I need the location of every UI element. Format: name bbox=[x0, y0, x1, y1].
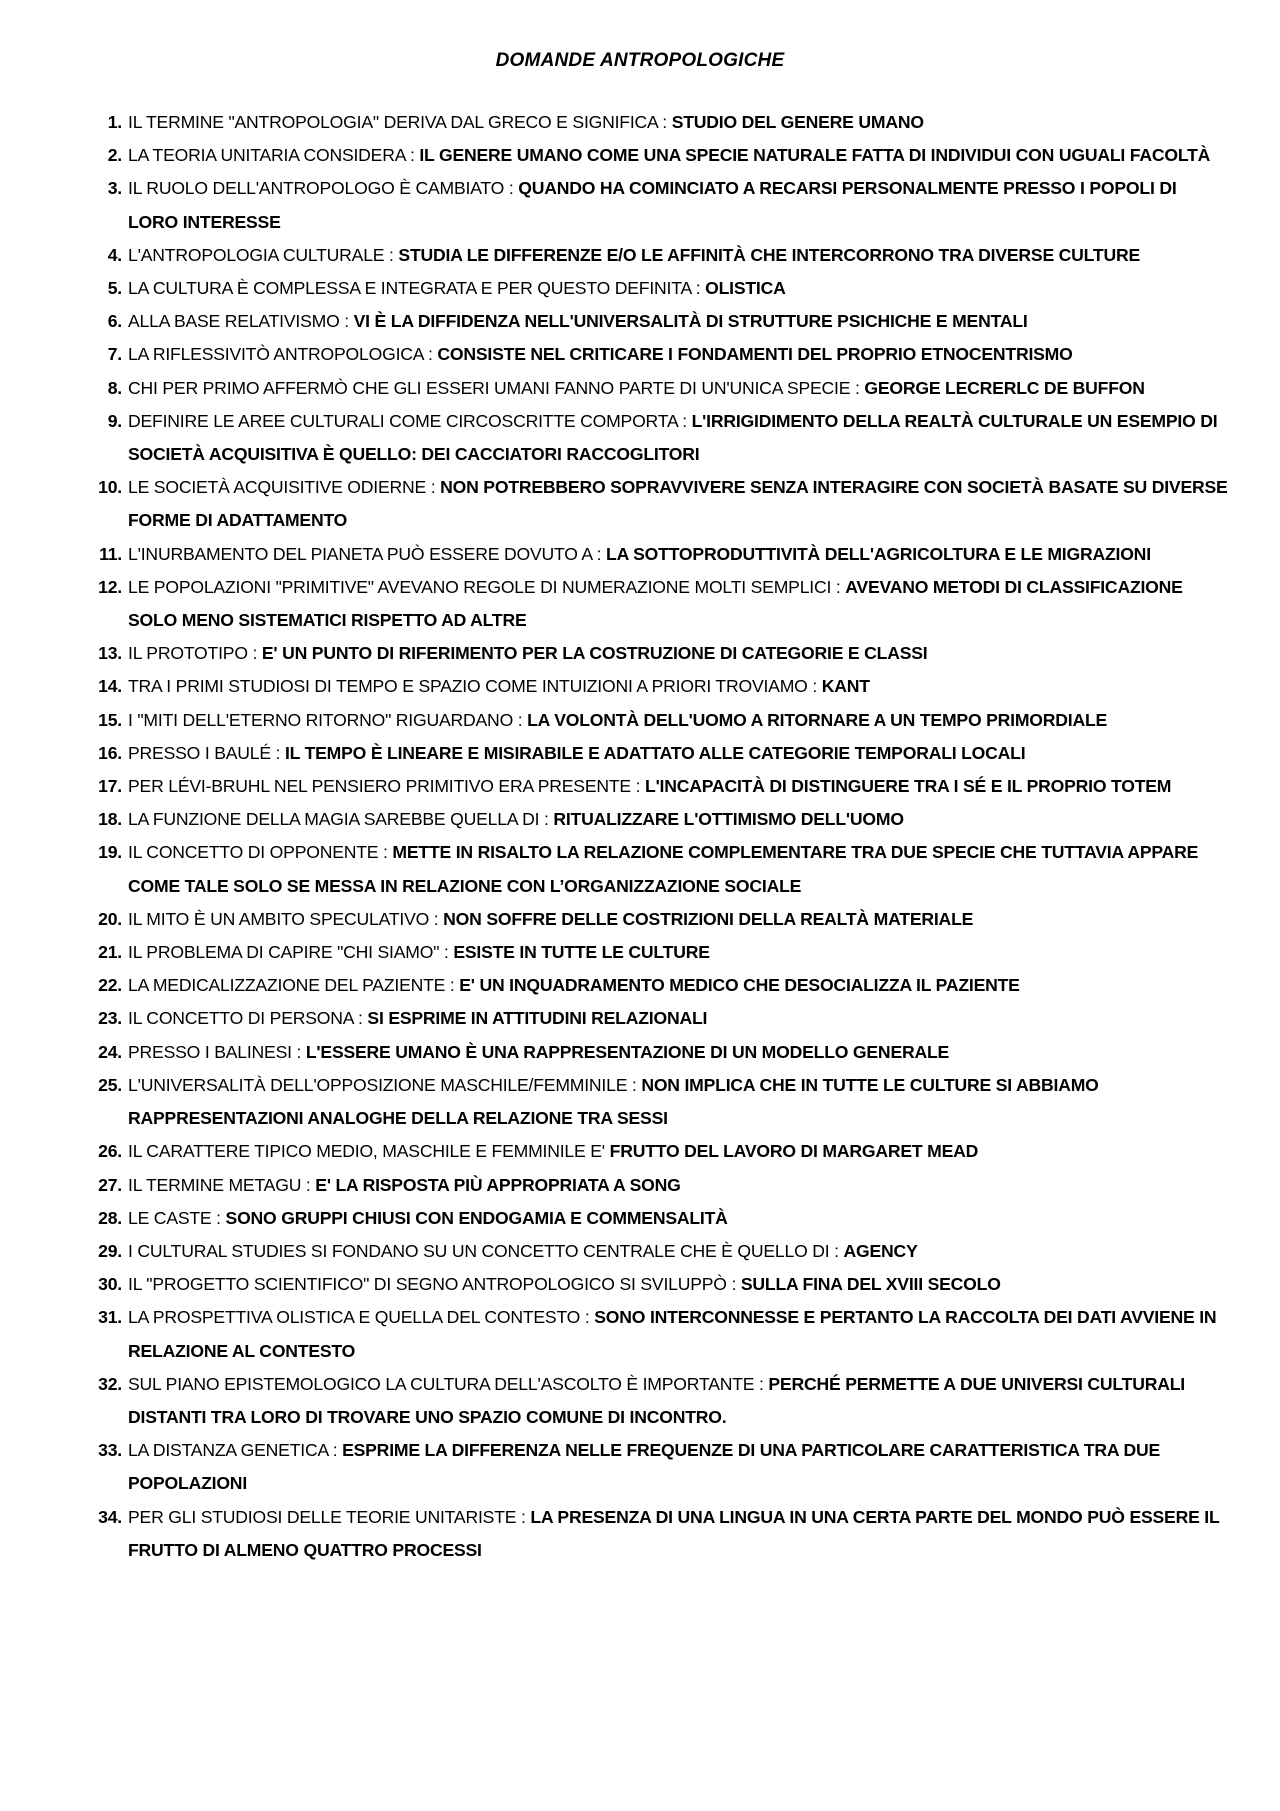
question-text: LE SOCIETÀ ACQUISITIVE ODIERNE : bbox=[128, 477, 441, 498]
answer-text: STUDIA LE DIFFERENZE E/O LE AFFINITÀ CHE INTERCORRONO TRA DIVERSE CULTURE bbox=[398, 244, 1141, 265]
question-text: LA RIFLESSIVITÒ ANTROPOLOGICA : bbox=[128, 344, 438, 365]
question-text: LA FUNZIONE DELLA MAGIA SAREBBE QUELLA DI : bbox=[128, 809, 554, 830]
list-item bbox=[78, 1202, 1228, 1235]
list-item bbox=[78, 1002, 1228, 1035]
list-item bbox=[78, 1301, 1228, 1367]
item-number: 31. bbox=[98, 1307, 122, 1328]
item-number: 4. bbox=[107, 244, 122, 265]
item-number: 20. bbox=[98, 908, 122, 929]
answer-text: LA SOTTOPRODUTTIVITÀ DELL'AGRICOLTURA E LE MIGRAZIONI bbox=[606, 543, 1151, 564]
answer-text: CONSISTE NEL CRITICARE I FONDAMENTI DEL PROPRIO ETNOCENTRISMO bbox=[437, 344, 1073, 365]
item-number: 2. bbox=[107, 145, 122, 166]
list-item bbox=[78, 538, 1228, 571]
question-text: LA PROSPETTIVA OLISTICA E QUELLA DEL CONTESTO : bbox=[128, 1307, 595, 1328]
answer-text: SONO GRUPPI CHIUSI CON ENDOGAMIA E COMMENSALITÀ bbox=[225, 1207, 728, 1228]
question-text: PER LÉVI-BRUHL NEL PENSIERO PRIMITIVO ERA PRESENTE : bbox=[128, 776, 646, 797]
list-item bbox=[78, 1235, 1228, 1268]
question-text: TRA I PRIMI STUDIOSI DI TEMPO E SPAZIO COME INTUIZIONI A PRIORI TROVIAMO : bbox=[128, 676, 822, 697]
answer-text: NON SOFFRE DELLE COSTRIZIONI DELLA REALTÀ MATERIALE bbox=[443, 908, 974, 929]
question-text: PER GLI STUDIOSI DELLE TEORIE UNITARISTE : bbox=[128, 1506, 531, 1527]
answer-text: GEORGE LECRERLC DE BUFFON bbox=[864, 377, 1145, 398]
item-number: 30. bbox=[98, 1274, 122, 1295]
item-number: 16. bbox=[98, 742, 122, 763]
question-text: I CULTURAL STUDIES SI FONDANO SU UN CONCETTO CENTRALE CHE È QUELLO DI : bbox=[128, 1240, 844, 1261]
question-text: ALLA BASE RELATIVISMO : bbox=[128, 311, 354, 332]
list-item bbox=[78, 1169, 1228, 1202]
item-number: 25. bbox=[98, 1074, 122, 1095]
item-number: 17. bbox=[98, 776, 122, 797]
question-text: L'INURBAMENTO DEL PIANETA PUÒ ESSERE DOVUTO A : bbox=[128, 543, 607, 564]
question-text: IL CONCETTO DI PERSONA : bbox=[128, 1008, 368, 1029]
item-number: 26. bbox=[98, 1141, 122, 1162]
question-text: PRESSO I BAULÉ : bbox=[128, 742, 285, 763]
item-number: 6. bbox=[107, 311, 122, 332]
answer-text: LA VOLONTÀ DELL'UOMO A RITORNARE A UN TEMPO PRIMORDIALE bbox=[527, 709, 1108, 730]
question-text: SUL PIANO EPISTEMOLOGICO LA CULTURA DELL'ASCOLTO È IMPORTANTE : bbox=[128, 1373, 769, 1394]
question-text: CHI PER PRIMO AFFERMÒ CHE GLI ESSERI UMANI FANNO PARTE DI UN'UNICA SPECIE : bbox=[128, 377, 865, 398]
question-text: IL TERMINE METAGU : bbox=[128, 1174, 316, 1195]
question-text: DEFINIRE LE AREE CULTURALI COME CIRCOSCRITTE COMPORTA : bbox=[128, 410, 692, 431]
question-list bbox=[78, 106, 1228, 1567]
list-item bbox=[78, 471, 1228, 537]
list-item bbox=[78, 1368, 1228, 1434]
answer-text: L'ESSERE UMANO È UNA RAPPRESENTAZIONE DI UN MODELLO GENERALE bbox=[305, 1041, 950, 1062]
list-item bbox=[78, 239, 1228, 272]
answer-text: L'IRRIGIDIMENTO DELLA REALTÀ CULTURALE UN ESEMPIO DI SOCIETÀ ACQUISITIVA È QUELLO: DEI CACCIATORI RACCOGLITORI bbox=[128, 410, 1218, 465]
list-item bbox=[78, 670, 1228, 703]
item-number: 14. bbox=[98, 676, 122, 697]
question-text: LE CASTE : bbox=[128, 1207, 226, 1228]
question-text: IL "PROGETTO SCIENTIFICO" DI SEGNO ANTROPOLOGICO SI SVILUPPÒ : bbox=[128, 1274, 741, 1295]
list-item bbox=[78, 637, 1228, 670]
answer-text: E' LA RISPOSTA PIÙ APPROPRIATA A SONG bbox=[315, 1174, 681, 1195]
item-number: 8. bbox=[107, 377, 122, 398]
answer-text: QUANDO HA COMINCIATO A RECARSI PERSONALMENTE PRESSO I POPOLI DI LORO INTERESSE bbox=[128, 178, 1177, 232]
list-item bbox=[78, 571, 1228, 637]
list-item bbox=[78, 1268, 1228, 1301]
answer-text: OLISTICA bbox=[705, 278, 786, 299]
question-text: IL RUOLO DELL'ANTROPOLOGO È CAMBIATO : bbox=[128, 178, 519, 199]
list-item bbox=[78, 803, 1228, 836]
item-number: 28. bbox=[98, 1207, 122, 1228]
item-number: 9. bbox=[107, 410, 122, 431]
item-number: 22. bbox=[98, 975, 122, 996]
question-text: L'UNIVERSALITÀ DELL'OPPOSIZIONE MASCHILE/FEMMINILE : bbox=[128, 1074, 642, 1095]
question-text: IL CONCETTO DI OPPONENTE : bbox=[128, 842, 393, 863]
item-number: 3. bbox=[107, 178, 122, 199]
question-text: IL CARATTERE TIPICO MEDIO, MASCHILE E FEMMINILE E' bbox=[128, 1141, 610, 1162]
list-item bbox=[78, 372, 1228, 405]
question-text: PRESSO I BALINESI : bbox=[128, 1041, 306, 1062]
item-number: 32. bbox=[98, 1373, 122, 1394]
list-item bbox=[78, 737, 1228, 770]
item-number: 33. bbox=[98, 1440, 122, 1461]
list-item bbox=[78, 106, 1228, 139]
item-number: 24. bbox=[98, 1041, 122, 1062]
question-text: IL TERMINE "ANTROPOLOGIA" DERIVA DAL GRECO E SIGNIFICA : bbox=[128, 112, 672, 132]
list-item bbox=[78, 338, 1228, 371]
answer-text: NON IMPLICA CHE IN TUTTE LE CULTURE SI ABBIAMO RAPPRESENTAZIONI ANALOGHE DELLA RELAZIONE TRA SESSI bbox=[128, 1074, 1099, 1129]
answer-text: LA PRESENZA DI UNA LINGUA IN UNA CERTA PARTE DEL MONDO PUÒ ESSERE IL FRUTTO DI ALMENO QUATTRO PROCESSI bbox=[128, 1506, 1220, 1560]
answer-text: PERCHÉ PERMETTE A DUE UNIVERSI CULTURALI DISTANTI TRA LORO DI TROVARE UNO SPAZIO COMUNE DI INCONTRO. bbox=[128, 1373, 1185, 1427]
list-item bbox=[78, 936, 1228, 969]
list-item bbox=[78, 272, 1228, 305]
item-number: 27. bbox=[98, 1174, 122, 1195]
question-text: L'ANTROPOLOGIA CULTURALE : bbox=[128, 244, 399, 265]
question-text: LA TEORIA UNITARIA CONSIDERA : bbox=[128, 145, 420, 166]
answer-text: AGENCY bbox=[843, 1240, 918, 1261]
list-item bbox=[78, 172, 1228, 238]
item-number: 12. bbox=[98, 576, 122, 597]
question-text: LE POPOLAZIONI "PRIMITIVE" AVEVANO REGOLE DI NUMERAZIONE MOLTI SEMPLICI : bbox=[128, 576, 846, 597]
answer-text: IL GENERE UMANO COME UNA SPECIE NATURALE FATTA DI INDIVIDUI CON UGUALI FACOLTÀ bbox=[419, 145, 1211, 166]
list-item bbox=[78, 1036, 1228, 1069]
item-number: 7. bbox=[107, 344, 122, 365]
question-text: IL PROBLEMA DI CAPIRE "CHI SIAMO" : bbox=[128, 942, 454, 963]
list-item bbox=[78, 969, 1228, 1002]
question-text: LA MEDICALIZZAZIONE DEL PAZIENTE : bbox=[128, 975, 460, 996]
answer-text: IL TEMPO È LINEARE E MISIRABILE E ADATTATO ALLE CATEGORIE TEMPORALI LOCALI bbox=[284, 742, 1026, 763]
item-number: 10. bbox=[98, 477, 122, 498]
item-number: 34. bbox=[98, 1506, 122, 1527]
answer-text: VI È LA DIFFIDENZA NELL'UNIVERSALITÀ DI STRUTTURE PSICHICHE E MENTALI bbox=[353, 311, 1028, 332]
answer-text: METTE IN RISALTO LA RELAZIONE COMPLEMENTARE TRA DUE SPECIE CHE TUTTAVIA APPARE COME TALE SOLO SE MESSA IN RELAZIONE CON L’ORGANIZZAZIONE SOCIALE bbox=[128, 842, 1199, 896]
answer-text: E' UN PUNTO DI RIFERIMENTO PER LA COSTRUZIONE DI CATEGORIE E CLASSI bbox=[261, 643, 928, 664]
item-number: 5. bbox=[107, 278, 122, 299]
question-text: I "MITI DELL'ETERNO RITORNO" RIGUARDANO : bbox=[128, 709, 528, 730]
answer-text: KANT bbox=[821, 676, 870, 697]
question-text: IL PROTOTIPO : bbox=[128, 643, 262, 664]
list-item bbox=[78, 1069, 1228, 1135]
answer-text: ESISTE IN TUTTE LE CULTURE bbox=[453, 942, 710, 963]
answer-text: ESPRIME LA DIFFERENZA NELLE FREQUENZE DI UNA PARTICOLARE CARATTERISTICA TRA DUE POPOLAZIONI bbox=[128, 1440, 1161, 1494]
item-number: 1. bbox=[107, 112, 122, 132]
question-text: LA CULTURA È COMPLESSA E INTEGRATA E PER QUESTO DEFINITA : bbox=[128, 278, 706, 299]
answer-text: RITUALIZZARE L'OTTIMISMO DELL'UOMO bbox=[553, 809, 904, 830]
answer-text: AVEVANO METODI DI CLASSIFICAZIONE SOLO MENO SISTEMATICI RISPETTO AD ALTRE bbox=[128, 576, 1183, 631]
answer-text: L'INCAPACITÀ DI DISTINGUERE TRA I SÉ E IL PROPRIO TOTEM bbox=[645, 776, 1172, 797]
document-title: DOMANDE ANTROPOLOGICHE bbox=[495, 50, 785, 71]
list-item bbox=[78, 770, 1228, 803]
list-item bbox=[78, 1434, 1228, 1500]
list-item bbox=[78, 903, 1228, 936]
item-number: 15. bbox=[98, 709, 122, 730]
item-number: 19. bbox=[98, 842, 122, 863]
answer-text: SI ESPRIME IN ATTITUDINI RELAZIONALI bbox=[367, 1008, 708, 1029]
answer-text: FRUTTO DEL LAVORO DI MARGARET MEAD bbox=[609, 1141, 979, 1162]
item-number: 29. bbox=[98, 1240, 122, 1261]
answer-text: STUDIO DEL GENERE UMANO bbox=[671, 112, 924, 132]
list-item bbox=[78, 1501, 1228, 1567]
list-item bbox=[78, 704, 1228, 737]
item-number: 18. bbox=[98, 809, 122, 830]
question-text: LA DISTANZA GENETICA : bbox=[128, 1440, 343, 1461]
list-item bbox=[78, 1135, 1228, 1168]
answer-text: SULLA FINA DEL XVIII SECOLO bbox=[740, 1274, 1001, 1295]
list-item bbox=[78, 405, 1228, 471]
item-number: 23. bbox=[98, 1008, 122, 1029]
list-item bbox=[78, 836, 1228, 902]
question-text: IL MITO È UN AMBITO SPECULATIVO : bbox=[128, 908, 444, 929]
list-item bbox=[78, 139, 1228, 172]
answer-text: E' UN INQUADRAMENTO MEDICO CHE DESOCIALIZZA IL PAZIENTE bbox=[459, 975, 1020, 996]
list-item bbox=[78, 305, 1228, 338]
answer-text: NON POTREBBERO SOPRAVVIVERE SENZA INTERAGIRE CON SOCIETÀ BASATE SU DIVERSE FORME DI ADATTAMENTO bbox=[128, 477, 1228, 531]
item-number: 13. bbox=[98, 643, 122, 664]
answer-text: SONO INTERCONNESSE E PERTANTO LA RACCOLTA DEI DATI AVVIENE IN RELAZIONE AL CONTESTO bbox=[128, 1307, 1217, 1361]
item-number: 11. bbox=[99, 543, 122, 564]
item-number: 21. bbox=[98, 942, 122, 963]
